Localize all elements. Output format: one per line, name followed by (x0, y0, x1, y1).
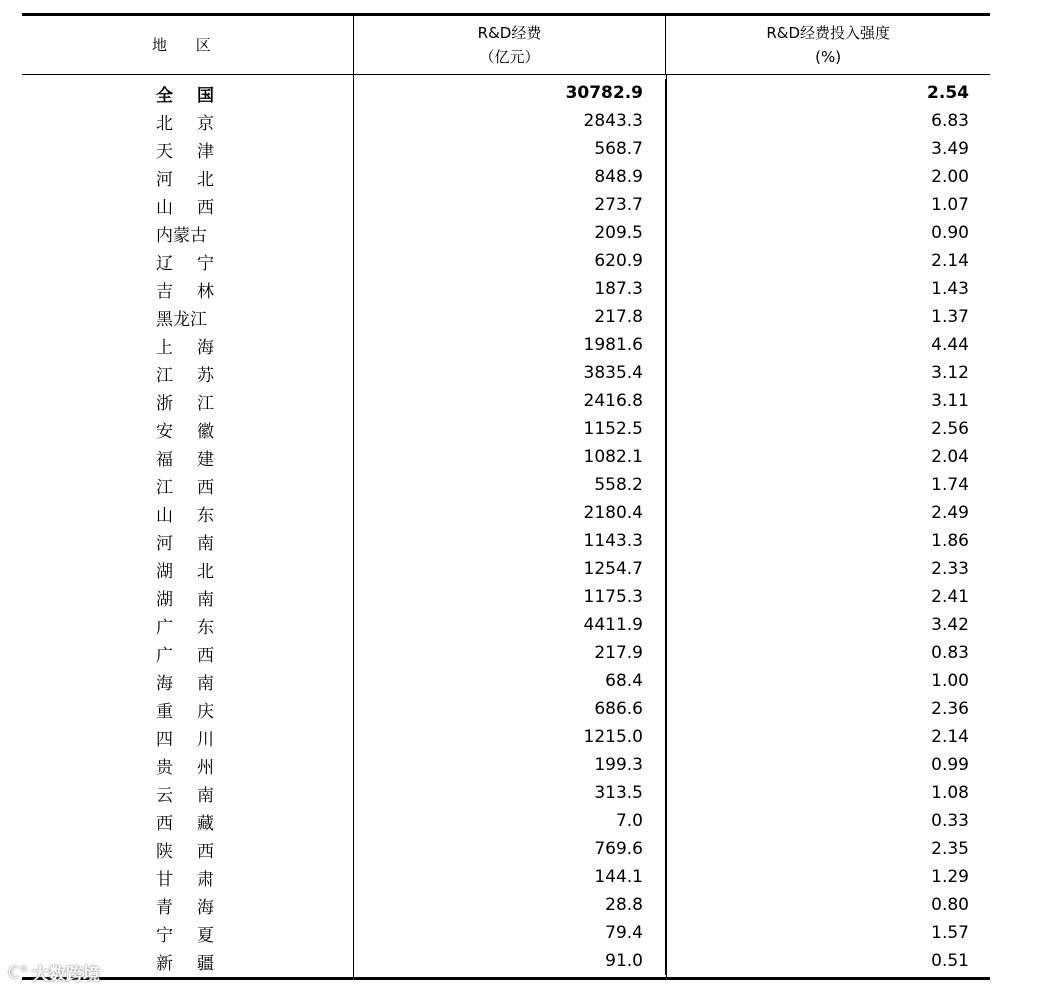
region-cell (22, 305, 353, 330)
region-name (156, 361, 214, 386)
region-cell (22, 473, 353, 498)
table-row (22, 247, 990, 275)
region-name-part: 河 (156, 533, 173, 554)
region-cell (22, 445, 353, 470)
region-name-part: 安 (156, 421, 173, 442)
region-name (156, 529, 214, 554)
intensity-cell: 6.83 (665, 107, 989, 135)
watermark (8, 960, 100, 985)
region-name (156, 865, 214, 890)
table-row (22, 555, 990, 583)
region-name (156, 473, 214, 498)
header-rd-unit: （亿元） (479, 48, 540, 66)
region-cell (22, 249, 353, 274)
rd-cell: 273.7 (353, 191, 665, 219)
region-name-part: 甘 (156, 869, 173, 890)
rd-cell: 1175.3 (353, 583, 665, 611)
region-cell (22, 809, 353, 834)
rd-cell: 144.1 (353, 863, 665, 891)
region-name-part: 西 (197, 477, 214, 498)
header-intensity-unit: (%) (815, 48, 842, 66)
intensity-cell: 2.04 (665, 443, 989, 471)
table-row (22, 135, 990, 163)
intensity-cell: 1.00 (665, 667, 989, 695)
region-name-part: 湖 (156, 561, 173, 582)
table-row (22, 79, 990, 107)
intensity-cell: 2.56 (665, 415, 989, 443)
table-row (22, 443, 990, 471)
region-name-part: 重 (156, 701, 173, 722)
region-name (156, 613, 214, 638)
region-name-part: 海 (197, 337, 214, 358)
table-row (22, 163, 990, 191)
region-cell (22, 333, 353, 358)
table-row (22, 275, 990, 303)
region-name-part: 福 (156, 449, 173, 470)
rd-expenditure-table (22, 13, 990, 980)
region-cell (22, 837, 353, 862)
table-row (22, 303, 990, 331)
region-name-part: 北 (197, 561, 214, 582)
table-row (22, 807, 990, 835)
header-region-label: 地 区 (151, 36, 223, 54)
table-row (22, 359, 990, 387)
region-name-part: 东 (197, 617, 214, 638)
rd-cell: 2416.8 (353, 387, 665, 415)
rd-cell: 568.7 (353, 135, 665, 163)
region-name-part: 疆 (197, 953, 214, 974)
region-cell (22, 557, 353, 582)
region-name (156, 165, 214, 190)
intensity-cell: 3.49 (665, 135, 989, 163)
intensity-cell: 0.80 (665, 891, 989, 919)
region-name-part: 陕 (156, 841, 173, 862)
region-name-part: 黑龙江 (156, 309, 207, 330)
region-cell (22, 921, 353, 946)
region-name-part: 河 (156, 169, 173, 190)
intensity-cell: 3.42 (665, 611, 989, 639)
region-cell (22, 725, 353, 750)
region-name (156, 137, 214, 162)
bottom-rule (22, 977, 990, 980)
intensity-cell: 1.86 (665, 527, 989, 555)
region-name-part: 辽 (156, 253, 173, 274)
intensity-cell: 2.00 (665, 163, 989, 191)
region-name-part: 京 (197, 113, 214, 134)
region-name-part: 全 (156, 85, 173, 106)
region-name-part: 川 (197, 729, 214, 750)
intensity-cell: 1.43 (665, 275, 989, 303)
region-name-part: 贵 (156, 757, 173, 778)
region-name-part: 四 (156, 729, 173, 750)
region-name (156, 81, 214, 106)
region-name (156, 809, 214, 834)
header-region (22, 16, 353, 74)
region-cell (22, 613, 353, 638)
intensity-cell: 1.74 (665, 471, 989, 499)
table-row (22, 919, 990, 947)
region-name-part: 西 (197, 197, 214, 218)
header-intensity-title: R&D经费投入强度 (766, 24, 890, 42)
rd-cell: 1981.6 (353, 331, 665, 359)
region-name-part: 东 (197, 505, 214, 526)
region-name-part: 湖 (156, 589, 173, 610)
table-row (22, 331, 990, 359)
region-cell (22, 221, 353, 246)
table-row (22, 863, 990, 891)
table-row (22, 387, 990, 415)
region-name-part: 津 (197, 141, 214, 162)
region-cell (22, 389, 353, 414)
region-name-part: 肃 (197, 869, 214, 890)
region-name (156, 249, 214, 274)
intensity-cell: 2.33 (665, 555, 989, 583)
watermark-text: 大数跨境 (31, 965, 100, 985)
region-name (156, 193, 214, 218)
region-name (156, 221, 214, 246)
region-name-part: 青 (156, 897, 173, 918)
rd-cell: 91.0 (353, 947, 665, 975)
region-name-part: 南 (197, 533, 214, 554)
region-cell (22, 501, 353, 526)
region-cell (22, 277, 353, 302)
region-name-part: 徽 (197, 421, 214, 442)
region-cell (22, 669, 353, 694)
region-name (156, 277, 214, 302)
intensity-cell: 1.37 (665, 303, 989, 331)
table-row (22, 107, 990, 135)
intensity-cell: 1.08 (665, 779, 989, 807)
column-divider (353, 75, 354, 977)
region-cell (22, 361, 353, 386)
region-name-part: 山 (156, 505, 173, 526)
intensity-cell: 0.83 (665, 639, 989, 667)
region-name (156, 445, 214, 470)
region-cell (22, 417, 353, 442)
header-rd (353, 16, 666, 74)
region-name (156, 921, 214, 946)
region-cell (22, 865, 353, 890)
rd-cell: 1152.5 (353, 415, 665, 443)
table-row (22, 751, 990, 779)
region-cell (22, 781, 353, 806)
rd-cell: 79.4 (353, 919, 665, 947)
watermark-logo-icon: ℂ° (8, 963, 28, 982)
region-name-part: 苏 (197, 365, 214, 386)
intensity-cell: 2.41 (665, 583, 989, 611)
intensity-cell: 0.51 (665, 947, 989, 975)
region-name-part: 西 (156, 813, 173, 834)
region-name-part: 内蒙古 (156, 225, 207, 246)
region-name-part: 林 (197, 281, 214, 302)
region-cell (22, 641, 353, 666)
rd-cell: 3835.4 (353, 359, 665, 387)
rd-cell: 199.3 (353, 751, 665, 779)
intensity-cell: 2.49 (665, 499, 989, 527)
region-name-part: 南 (197, 673, 214, 694)
rd-cell: 558.2 (353, 471, 665, 499)
region-name (156, 417, 214, 442)
region-name-part: 新 (156, 953, 173, 974)
rd-cell: 1215.0 (353, 723, 665, 751)
region-name (156, 389, 214, 414)
region-name-part: 广 (156, 645, 173, 666)
header-rd-title: R&D经费 (477, 24, 542, 42)
table-rows (22, 75, 990, 977)
region-cell (22, 165, 353, 190)
table-row (22, 499, 990, 527)
table-row (22, 191, 990, 219)
region-name-part: 海 (197, 897, 214, 918)
intensity-cell: 0.33 (665, 807, 989, 835)
rd-cell: 209.5 (353, 219, 665, 247)
region-name-part: 西 (197, 645, 214, 666)
rd-cell: 68.4 (353, 667, 665, 695)
intensity-cell: 4.44 (665, 331, 989, 359)
region-name-part: 浙 (156, 393, 173, 414)
region-name (156, 501, 214, 526)
intensity-cell: 2.14 (665, 247, 989, 275)
region-name-part: 夏 (197, 925, 214, 946)
rd-cell: 4411.9 (353, 611, 665, 639)
table-row (22, 667, 990, 695)
intensity-cell: 3.11 (665, 387, 989, 415)
region-name (156, 949, 214, 974)
table-row (22, 583, 990, 611)
rd-cell: 848.9 (353, 163, 665, 191)
region-name-part: 国 (197, 85, 214, 106)
rd-cell: 2180.4 (353, 499, 665, 527)
rd-cell: 1254.7 (353, 555, 665, 583)
region-name-part: 江 (156, 477, 173, 498)
region-name (156, 333, 214, 358)
rd-cell: 217.8 (353, 303, 665, 331)
region-name (156, 753, 214, 778)
table-row (22, 611, 990, 639)
table-row (22, 415, 990, 443)
region-cell (22, 893, 353, 918)
region-name (156, 837, 214, 862)
table-row (22, 695, 990, 723)
region-name (156, 305, 214, 330)
intensity-cell: 2.14 (665, 723, 989, 751)
region-name (156, 781, 214, 806)
intensity-cell: 2.54 (665, 79, 989, 107)
table-row (22, 471, 990, 499)
region-name-part: 庆 (197, 701, 214, 722)
intensity-cell: 0.90 (665, 219, 989, 247)
table-row (22, 779, 990, 807)
table-body (22, 75, 990, 977)
rd-cell: 2843.3 (353, 107, 665, 135)
region-name (156, 585, 214, 610)
intensity-cell: 2.36 (665, 695, 989, 723)
rd-cell: 1143.3 (353, 527, 665, 555)
rd-cell: 187.3 (353, 275, 665, 303)
region-name (156, 893, 214, 918)
region-name-part: 宁 (197, 253, 214, 274)
rd-cell: 1082.1 (353, 443, 665, 471)
region-name-part: 天 (156, 141, 173, 162)
rd-cell: 620.9 (353, 247, 665, 275)
table-row (22, 527, 990, 555)
intensity-cell: 1.07 (665, 191, 989, 219)
region-name-part: 山 (156, 197, 173, 218)
region-name-part: 云 (156, 785, 173, 806)
region-cell (22, 193, 353, 218)
rd-cell: 30782.9 (353, 79, 665, 107)
rd-cell: 28.8 (353, 891, 665, 919)
region-name (156, 697, 214, 722)
header-intensity (665, 16, 990, 74)
rd-cell: 686.6 (353, 695, 665, 723)
region-name-part: 建 (197, 449, 214, 470)
table-row (22, 891, 990, 919)
region-cell (22, 753, 353, 778)
table-row (22, 835, 990, 863)
rd-cell: 217.9 (353, 639, 665, 667)
region-name (156, 557, 214, 582)
region-cell (22, 529, 353, 554)
region-name-part: 州 (197, 757, 214, 778)
intensity-cell: 3.12 (665, 359, 989, 387)
region-name-part: 西 (197, 841, 214, 862)
rd-cell: 769.6 (353, 835, 665, 863)
region-name-part: 南 (197, 785, 214, 806)
table-row (22, 723, 990, 751)
table-row (22, 947, 990, 975)
intensity-cell: 0.99 (665, 751, 989, 779)
region-name-part: 海 (156, 673, 173, 694)
region-name-part: 宁 (156, 925, 173, 946)
region-cell (22, 585, 353, 610)
region-cell (22, 109, 353, 134)
region-cell (22, 697, 353, 722)
region-name-part: 上 (156, 337, 173, 358)
region-name-part: 北 (156, 113, 173, 134)
intensity-cell: 1.57 (665, 919, 989, 947)
region-name (156, 725, 214, 750)
region-name-part: 江 (156, 365, 173, 386)
table-header (22, 16, 990, 75)
region-name-part: 北 (197, 169, 214, 190)
region-name (156, 641, 214, 666)
region-name-part: 南 (197, 589, 214, 610)
region-name-part: 江 (197, 393, 214, 414)
rd-cell: 7.0 (353, 807, 665, 835)
region-cell (22, 137, 353, 162)
rd-cell: 313.5 (353, 779, 665, 807)
intensity-cell: 1.29 (665, 863, 989, 891)
region-cell (22, 81, 353, 106)
region-name (156, 669, 214, 694)
table-row (22, 219, 990, 247)
region-name-part: 藏 (197, 813, 214, 834)
column-divider (666, 75, 667, 977)
intensity-cell: 2.35 (665, 835, 989, 863)
region-name-part: 广 (156, 617, 173, 638)
region-name (156, 109, 214, 134)
table-row (22, 639, 990, 667)
region-name-part: 吉 (156, 281, 173, 302)
